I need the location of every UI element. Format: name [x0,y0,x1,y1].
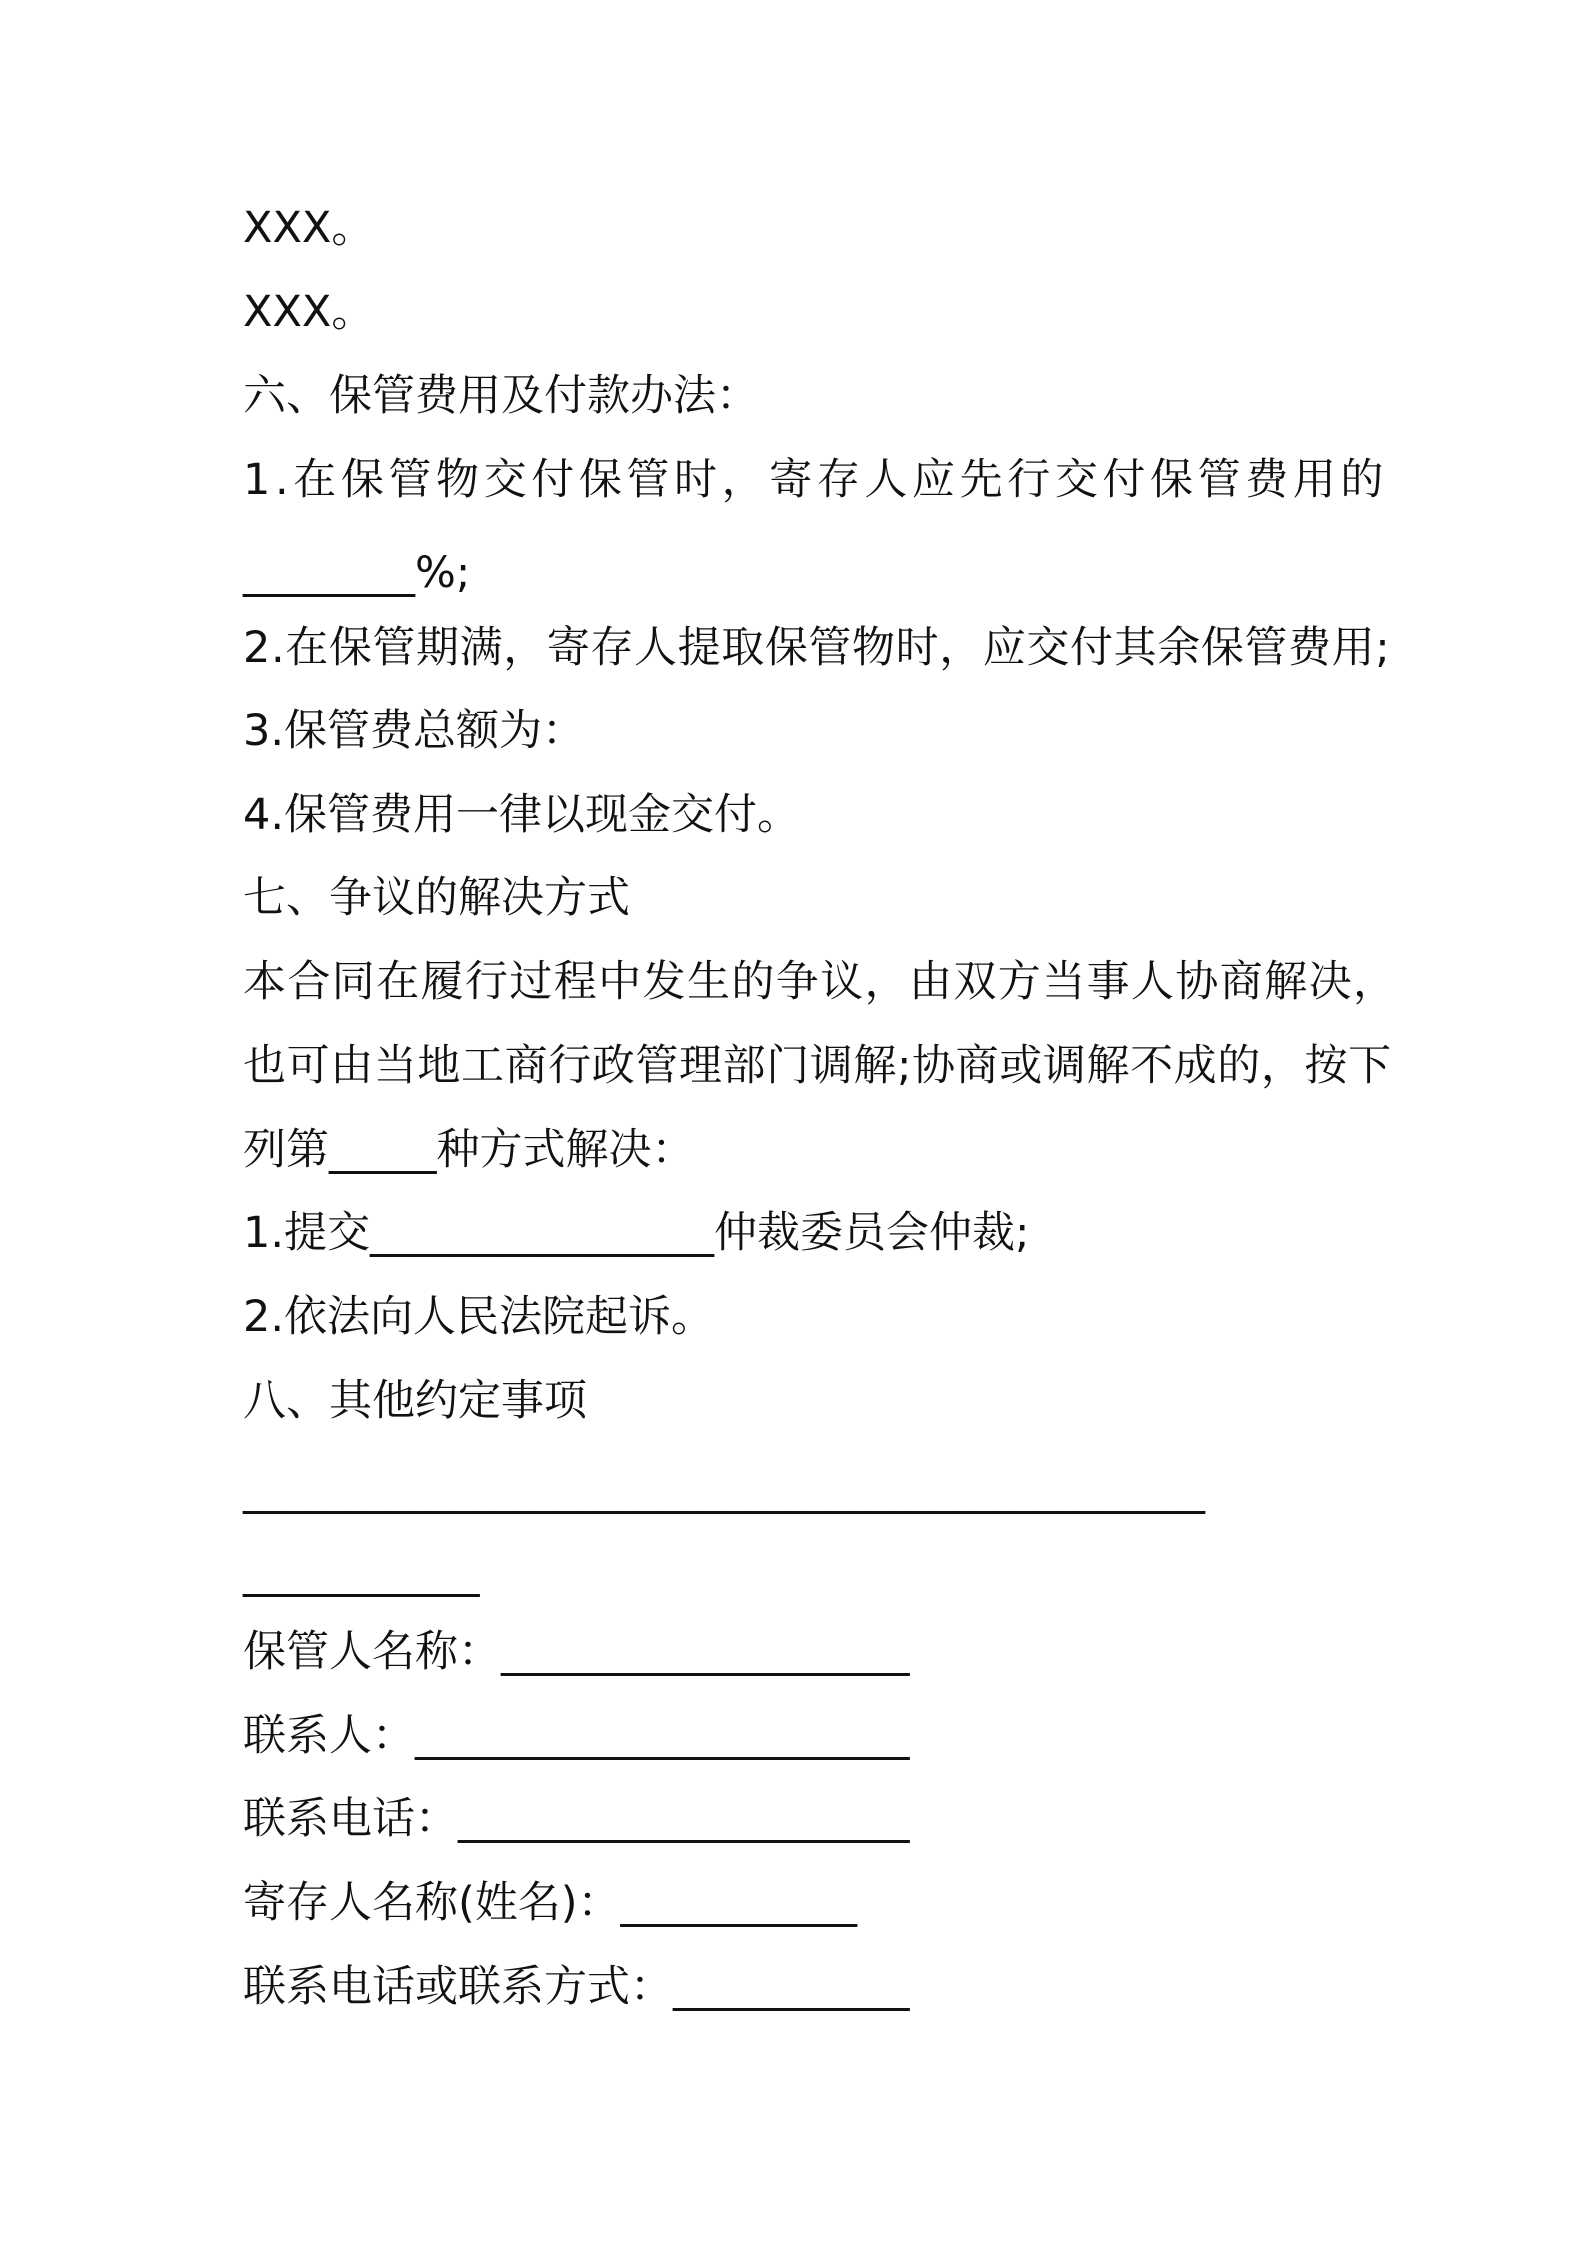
section-heading-7: 七、争议的解决方式 [243,873,630,923]
text-line-6: 2.在保管期满，寄存人提取保管物时，应交付其余保管费用; [243,623,1391,673]
text-line-12: 列第_____种方式解决： [243,1125,695,1175]
depositor-name-field: 寄存人名称(姓名)：___________ [243,1878,858,1928]
text-line-7: 3.保管费总额为： [243,706,586,756]
depositor-contact-field: 联系电话或联系方式：___________ [243,1962,910,2012]
blank-line-long: ______________________________________________ [243,1465,1205,1515]
contact-phone-field: 联系电话：_____________________ [243,1794,910,1844]
text-line-4: 1.在保管物交付保管时，寄存人应先行交付保管费用的 [243,455,1389,505]
text-line-11: 也可由当地工商行政管理部门调解;协商或调解不成的，按下 [243,1041,1392,1091]
section-heading-6: 六、保管费用及付款办法： [243,371,759,421]
text-line-2: XXX。 [243,287,375,337]
contact-person-field: 联系人：_______________________ [243,1711,910,1761]
blank-line-short: ___________ [243,1548,480,1598]
text-line-13: 1.提交________________仲裁委员会仲裁; [243,1208,1030,1258]
text-line-5: ________%; [243,548,471,598]
text-line-14: 2.依法向人民法院起诉。 [243,1292,715,1342]
text-line-8: 4.保管费用一律以现金交付。 [243,790,801,840]
section-heading-8: 八、其他约定事项 [243,1376,587,1426]
text-line-1: XXX。 [243,203,375,253]
text-line-10: 本合同在履行过程中发生的争议，由双方当事人协商解决， [243,957,1398,1007]
custodian-name-field: 保管人名称：___________________ [243,1627,910,1677]
